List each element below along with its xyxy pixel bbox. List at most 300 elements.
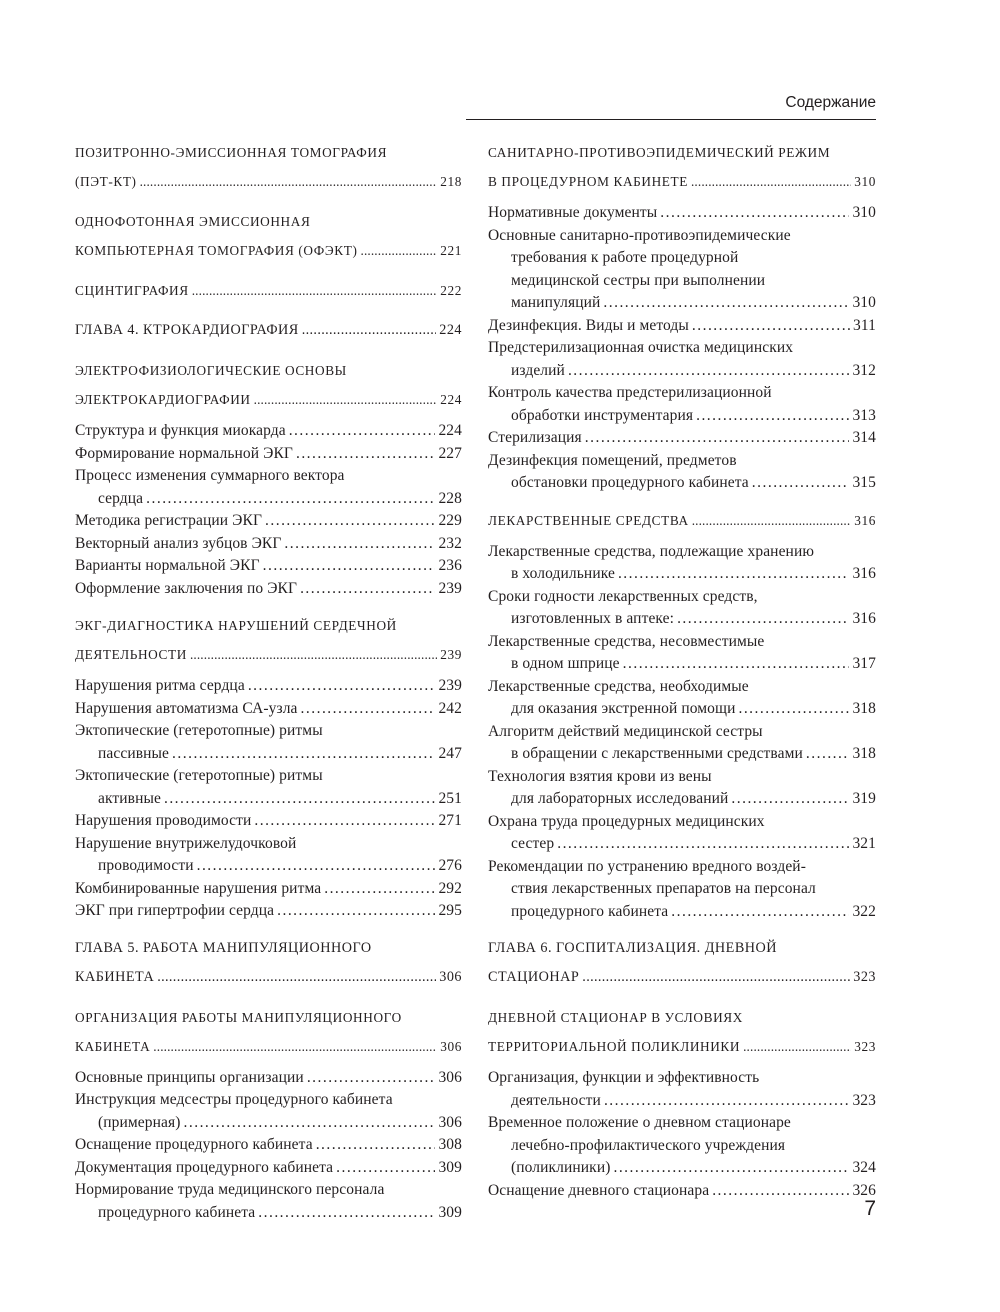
entry-page-number: 323 [852, 1091, 876, 1109]
entry-line [488, 270, 876, 293]
entry-text: Сроки годности лекарственных средств, [488, 587, 758, 605]
toc-entry[interactable] [488, 450, 876, 495]
entry-text: Технология взятия крови из вены [488, 767, 712, 785]
toc-entry[interactable] [75, 878, 462, 901]
section-title-line [488, 963, 876, 992]
entry-text: процедурного кабинета [511, 902, 669, 920]
section-page-number: 221 [440, 243, 462, 258]
section-page-number: 224 [440, 392, 462, 407]
dot-leader [623, 653, 850, 676]
entry-line [75, 1157, 462, 1180]
dot-leader [692, 315, 850, 338]
toc-entry[interactable] [75, 578, 462, 601]
section-title[interactable] [75, 138, 462, 196]
section-page-number: 310 [854, 174, 876, 189]
toc-entry[interactable] [488, 856, 876, 924]
entry-line [488, 315, 876, 338]
entry-page-number: 318 [852, 745, 876, 762]
entry-page-number: 295 [438, 902, 462, 919]
entry-line [75, 698, 462, 721]
entry-text: Эктопические (гетеротопные) ритмы [75, 722, 323, 739]
toc-section[interactable] [75, 276, 462, 305]
dot-leader [806, 743, 850, 766]
entry-line [488, 247, 876, 270]
toc-entry[interactable] [75, 443, 462, 466]
toc-entry[interactable] [488, 766, 876, 811]
toc-entry[interactable] [488, 225, 876, 315]
dot-leader [157, 963, 436, 992]
entry-page-number: 310 [852, 204, 876, 221]
entry-line [488, 811, 876, 834]
entry-page-number: 308 [438, 1136, 462, 1153]
entry-line [488, 743, 876, 766]
toc-entry[interactable] [75, 810, 462, 833]
page-number: 7 [864, 1197, 876, 1220]
section-title-text: ПОЗИТРОННО-ЭМИССИОННАЯ ТОМОГРАФИЯ [75, 145, 388, 160]
entry-page-number: 324 [852, 1159, 876, 1176]
entry-line [75, 788, 462, 811]
entry-text: требования к работе процедурной [511, 249, 739, 266]
entry-page-number: 310 [852, 294, 876, 311]
entry-text: ствия лекарственных препаратов на персонал [511, 880, 816, 897]
dot-leader [254, 810, 435, 833]
toc-entry[interactable] [488, 427, 876, 450]
dot-leader [263, 555, 436, 578]
entry-line [75, 533, 462, 556]
section-title-text: СЦИНТИГРАФИЯ [75, 283, 189, 298]
entry-text: Векторный анализ зубцов ЭКГ [75, 534, 282, 552]
entry-text: Методика регистрации ЭКГ [75, 512, 263, 529]
entry-text: в обращении с лекарственными средствами [511, 745, 803, 762]
entry-page-number: 292 [438, 879, 462, 897]
entry-text: изготовленных в аптеке: [511, 610, 675, 627]
section-title-line [75, 356, 462, 385]
dot-leader [361, 236, 438, 265]
toc-entry[interactable] [75, 720, 462, 765]
dot-leader [302, 316, 436, 345]
entry-text: медицинской сестры при выполнении [511, 271, 766, 289]
section-title-line [488, 506, 876, 535]
entry-text: изделий [511, 361, 565, 379]
dot-leader [265, 510, 435, 533]
entry-text: Варианты нормальной ЭКГ [75, 557, 260, 574]
toc-entry[interactable] [75, 698, 462, 721]
toc-entry[interactable] [75, 1089, 462, 1134]
entry-line [75, 555, 462, 578]
section-title-line [75, 276, 462, 305]
entry-text: Стерилизация [488, 429, 582, 446]
toc-entry[interactable] [75, 465, 462, 510]
section-title-text: ОДНОФОТОННАЯ ЭМИССИОННАЯ [75, 214, 311, 229]
section-title-line [75, 385, 462, 414]
entry-page-number: 313 [852, 406, 876, 424]
dot-leader [146, 488, 435, 511]
entry-text: Оснащение дневного стационара [488, 1181, 710, 1199]
dot-leader [197, 855, 436, 878]
entry-line [488, 1157, 876, 1180]
toc-entry[interactable] [75, 510, 462, 533]
section-title-text: ГЛАВА 5. РАБОТА МАНИПУЛЯЦИОННОГО [75, 939, 372, 956]
toc-chapter[interactable] [75, 934, 462, 992]
header-rule [466, 119, 876, 120]
entry-line [488, 586, 876, 609]
entry-text: Формирование нормальной ЭКГ [75, 444, 293, 462]
section-title-text: ЛЕКАРСТВЕННЫЕ СРЕДСТВА [488, 512, 689, 528]
entry-text: Нарушения проводимости [75, 812, 252, 829]
dot-leader [258, 1202, 435, 1225]
entry-text: Документация процедурного кабинета [75, 1158, 334, 1176]
entry-text: Нарушение внутрижелудочковой [75, 834, 297, 852]
dot-leader [691, 167, 851, 196]
entry-line [75, 900, 462, 923]
entry-page-number: 314 [852, 429, 876, 446]
entry-line [75, 765, 462, 788]
entry-line [488, 631, 876, 654]
entry-line [75, 443, 462, 466]
dot-leader [277, 900, 435, 923]
entry-text: Алгоритм действий медицинской сестры [488, 722, 763, 740]
toc-entry[interactable] [488, 1112, 876, 1180]
entry-text: Процесс изменения суммарного вектора [75, 467, 345, 484]
section-title[interactable] [75, 207, 462, 265]
entry-page-number: 326 [852, 1181, 876, 1199]
section-title-text: ДНЕВНОЙ СТАЦИОНАР В УСЛОВИЯХ [488, 1010, 743, 1025]
entry-page-number: 316 [852, 610, 876, 627]
entry-line [488, 563, 876, 586]
entry-line [75, 1089, 462, 1112]
entry-text: манипуляций [511, 294, 601, 311]
toc-chapter[interactable] [488, 934, 876, 992]
toc-entry[interactable] [75, 1157, 462, 1180]
section-title-text: ЭКГ-ДИАГНОСТИКА НАРУШЕНИЙ СЕРДЕЧНОЙ [75, 618, 397, 633]
entry-text: обстановки процедурного кабинета [511, 474, 749, 491]
entry-line [75, 675, 462, 698]
entry-line [488, 698, 876, 721]
toc-entry[interactable] [75, 833, 462, 878]
entry-list [75, 675, 462, 923]
entry-text: Контроль качества предстерилизационной [488, 384, 772, 401]
toc-chapter[interactable] [75, 316, 462, 345]
entry-page-number: 251 [438, 789, 462, 807]
entry-page-number: 317 [852, 655, 876, 672]
section-page-number: 306 [439, 968, 462, 985]
entry-text: сердца [98, 489, 144, 507]
entry-text: деятельности [511, 1091, 601, 1109]
section-title[interactable] [488, 1003, 876, 1061]
entry-text: Дезинфекция помещений, предметов [488, 451, 737, 469]
section-title[interactable] [75, 316, 462, 345]
section-title-text: КАБИНЕТА [75, 1038, 151, 1054]
dot-leader [731, 788, 849, 811]
dot-leader [254, 385, 438, 414]
section-title[interactable] [75, 1003, 462, 1061]
section-title-line [75, 1032, 462, 1061]
entry-text: Рекомендации по устранению вредного воздей- [488, 857, 806, 875]
section-title-line [488, 167, 876, 196]
entry-text: (примерная) [98, 1113, 181, 1131]
entry-text: Нормирование труда медицинского персонала [75, 1181, 385, 1198]
entry-line [488, 202, 876, 225]
section-title-text: ГЛАВА 6. ГОСПИТАЛИЗАЦИЯ. ДНЕВНОЙ [488, 940, 778, 956]
dot-leader [613, 1157, 849, 1180]
section-title-line [75, 934, 462, 963]
entry-line [75, 855, 462, 878]
dot-leader [284, 533, 435, 556]
toc-section[interactable] [488, 138, 876, 495]
entry-page-number: 239 [438, 677, 462, 694]
entry-page-number: 321 [852, 835, 876, 852]
entry-line [75, 1067, 462, 1090]
toc-entry[interactable] [75, 420, 462, 443]
entry-page-number: 312 [852, 361, 876, 379]
dot-leader [696, 405, 849, 428]
toc-section[interactable] [75, 138, 462, 196]
entry-line [488, 1067, 876, 1090]
dot-leader [307, 1067, 436, 1090]
entry-text: Оформление заключения по ЭКГ [75, 579, 298, 597]
entry-line [488, 1090, 876, 1113]
toc-entry[interactable] [75, 533, 462, 556]
section-title-text: ДЕЯТЕЛЬНОСТИ [75, 647, 187, 662]
section-title-text: КОМПЬЮТЕРНАЯ ТОМОГРАФИЯ (ОФЭКТ) [75, 243, 358, 258]
entry-list [488, 1067, 876, 1202]
entry-page-number: 322 [852, 902, 876, 920]
dot-leader [192, 276, 438, 305]
section-title-text: ГЛАВА 4. КТРОКАРДИОГРАФИЯ [75, 322, 299, 338]
dot-leader [743, 1032, 851, 1061]
entry-line [488, 1112, 876, 1135]
section-title-text: ОРГАНИЗАЦИЯ РАБОТЫ МАНИПУЛЯЦИОННОГО [75, 1009, 402, 1025]
entry-line [488, 225, 876, 248]
dot-leader [153, 1032, 437, 1061]
entry-line [488, 721, 876, 744]
dot-leader [300, 578, 435, 601]
entry-page-number: 316 [852, 565, 876, 582]
entry-page-number: 229 [438, 512, 462, 529]
section-page-number: 323 [853, 969, 876, 985]
section-title-line [75, 236, 462, 265]
section-title[interactable] [488, 506, 876, 535]
toc-entry[interactable] [488, 315, 876, 338]
dot-leader [738, 698, 849, 721]
toc-entry[interactable] [488, 676, 876, 721]
section-title[interactable] [75, 934, 462, 992]
section-title-text: СТАЦИОНАР [488, 969, 580, 985]
entry-page-number: 311 [853, 316, 876, 334]
section-title-line [75, 963, 462, 992]
dot-leader [190, 640, 437, 669]
entry-line [488, 653, 876, 676]
entry-text: Структура и функция миокарда [75, 422, 286, 439]
entry-line [75, 465, 462, 488]
entry-line [488, 541, 876, 564]
toc-entry[interactable] [488, 382, 876, 427]
entry-line [488, 292, 876, 315]
dot-leader [164, 788, 435, 811]
entry-page-number: 232 [438, 534, 462, 552]
section-title-text: КАБИНЕТА [75, 968, 155, 985]
dot-leader [248, 675, 436, 698]
entry-line [488, 901, 876, 924]
section-title-text: (ПЭТ-КТ) [75, 174, 137, 189]
entry-text: обработки инструментария [511, 406, 694, 424]
dot-leader [324, 878, 435, 901]
entry-line [75, 833, 462, 856]
toc-entry[interactable] [488, 721, 876, 766]
dot-leader [557, 833, 849, 856]
entry-list [488, 541, 876, 924]
entry-line [488, 676, 876, 699]
section-title-line [75, 1003, 462, 1032]
entry-text: Организация, функции и эффективность [488, 1069, 760, 1086]
entry-line [75, 578, 462, 601]
entry-text: лечебно-профилактического учреждения [511, 1136, 786, 1154]
section-title-text: ЭЛЕКТРОКАРДИОГРАФИИ [75, 392, 251, 407]
toc-entry[interactable] [488, 337, 876, 382]
entry-text: Дезинфекция. Виды и методы [488, 316, 689, 334]
section-title-line [488, 1003, 876, 1032]
toc-section[interactable] [75, 611, 462, 923]
section-page-number: 306 [440, 1038, 462, 1054]
dot-leader [712, 1180, 849, 1203]
toc-entry[interactable] [488, 1180, 876, 1203]
entry-line [75, 1134, 462, 1157]
dot-leader [671, 901, 849, 924]
toc-section[interactable] [488, 1003, 876, 1202]
entry-line [75, 810, 462, 833]
toc-section[interactable] [488, 506, 876, 924]
dot-leader [296, 443, 435, 466]
entry-text: Основные санитарно-противоэпидемические [488, 226, 791, 244]
entry-line [75, 1179, 462, 1202]
entry-page-number: 227 [438, 444, 462, 462]
toc-entry[interactable] [75, 1067, 462, 1090]
entry-text: для лабораторных исследований [511, 790, 729, 807]
entry-line [488, 360, 876, 383]
section-title[interactable] [75, 276, 462, 305]
dot-leader [568, 360, 850, 383]
entry-line [488, 472, 876, 495]
entry-text: Комбинированные нарушения ритма [75, 879, 322, 897]
entry-line [488, 427, 876, 450]
dot-leader [301, 698, 436, 721]
section-title[interactable] [488, 138, 876, 196]
entry-text: Инструкция медсестры процедурного кабинета [75, 1091, 393, 1108]
toc-section[interactable] [75, 207, 462, 265]
entry-text: (поликлиники) [511, 1159, 611, 1176]
section-title[interactable] [75, 356, 462, 414]
dot-leader [336, 1157, 435, 1180]
entry-page-number: 309 [438, 1158, 462, 1176]
entry-page-number: 276 [438, 857, 462, 874]
entry-text: для оказания экстренной помощи [511, 700, 736, 717]
entry-text: Нормативные документы [488, 204, 658, 221]
entry-line [488, 1135, 876, 1158]
entry-text: Временное положение о дневном стационаре [488, 1114, 791, 1131]
entry-text: Лекарственные средства, необходимые [488, 677, 749, 695]
toc-entry[interactable] [75, 900, 462, 923]
entry-page-number: 319 [852, 790, 876, 807]
toc-entry[interactable] [488, 811, 876, 856]
toc-entry[interactable] [488, 202, 876, 225]
entry-text: Основные принципы организации [75, 1068, 304, 1086]
section-title[interactable] [75, 611, 462, 669]
entry-text: Нарушения автоматизма СА-узла [75, 699, 298, 717]
entry-text: пассивные [98, 744, 170, 762]
entry-page-number: 247 [438, 744, 462, 762]
toc-entry[interactable] [488, 586, 876, 631]
dot-leader [677, 608, 849, 631]
entry-page-number: 242 [438, 699, 462, 717]
entry-line [488, 450, 876, 473]
dot-leader [316, 1134, 436, 1157]
entry-line [488, 856, 876, 879]
entry-page-number: 224 [438, 422, 462, 439]
dot-leader [184, 1112, 436, 1135]
running-head: Содержание [785, 94, 876, 111]
entry-line [488, 382, 876, 405]
entry-text: в одном шприце [511, 655, 620, 672]
entry-text: Предстерилизационная очистка медицинских [488, 339, 794, 356]
entry-list [75, 1067, 462, 1225]
section-page-number: 323 [854, 1039, 876, 1054]
toc-entry[interactable] [488, 541, 876, 586]
section-title-line [75, 207, 462, 236]
section-title-line [75, 316, 462, 345]
toc-entry[interactable] [75, 555, 462, 578]
entry-line [488, 337, 876, 360]
section-page-number: 316 [854, 512, 876, 528]
toc-entry[interactable] [488, 631, 876, 676]
entry-text: активные [98, 789, 161, 807]
entry-page-number: 306 [438, 1068, 462, 1086]
toc-entry[interactable] [75, 675, 462, 698]
entry-list [75, 420, 462, 600]
section-title[interactable] [488, 934, 876, 992]
entry-page-number: 236 [438, 557, 462, 574]
toc-section[interactable] [75, 356, 462, 600]
section-title-line [75, 138, 462, 167]
entry-line [488, 1180, 876, 1203]
section-title-line [488, 934, 876, 963]
entry-line [75, 743, 462, 766]
section-title-text: САНИТАРНО-ПРОТИВОЭПИДЕМИЧЕСКИЙ РЕЖИМ [488, 145, 831, 160]
section-title-line [75, 167, 462, 196]
toc-entry[interactable] [488, 1067, 876, 1112]
entry-text: Эктопические (гетеротопные) ритмы [75, 767, 323, 784]
dot-leader [618, 563, 850, 586]
entry-list [488, 202, 876, 495]
entry-page-number: 239 [438, 579, 462, 597]
toc-entry[interactable] [75, 765, 462, 810]
entry-line [488, 833, 876, 856]
entry-text: Охрана труда процедурных медицинских [488, 812, 765, 830]
entry-line [488, 608, 876, 631]
toc-entry[interactable] [75, 1134, 462, 1157]
entry-text: сестер [511, 835, 555, 852]
entry-line [75, 1112, 462, 1135]
entry-page-number: 306 [438, 1113, 462, 1131]
entry-text: Лекарственные средства, подлежащие хранению [488, 542, 815, 560]
toc-entry[interactable] [75, 1179, 462, 1224]
dot-leader [692, 506, 852, 535]
dot-leader [752, 472, 850, 495]
section-title-line [75, 611, 462, 640]
entry-line [488, 788, 876, 811]
toc-section[interactable] [75, 1003, 462, 1225]
entry-line [75, 1202, 462, 1225]
entry-line [75, 510, 462, 533]
